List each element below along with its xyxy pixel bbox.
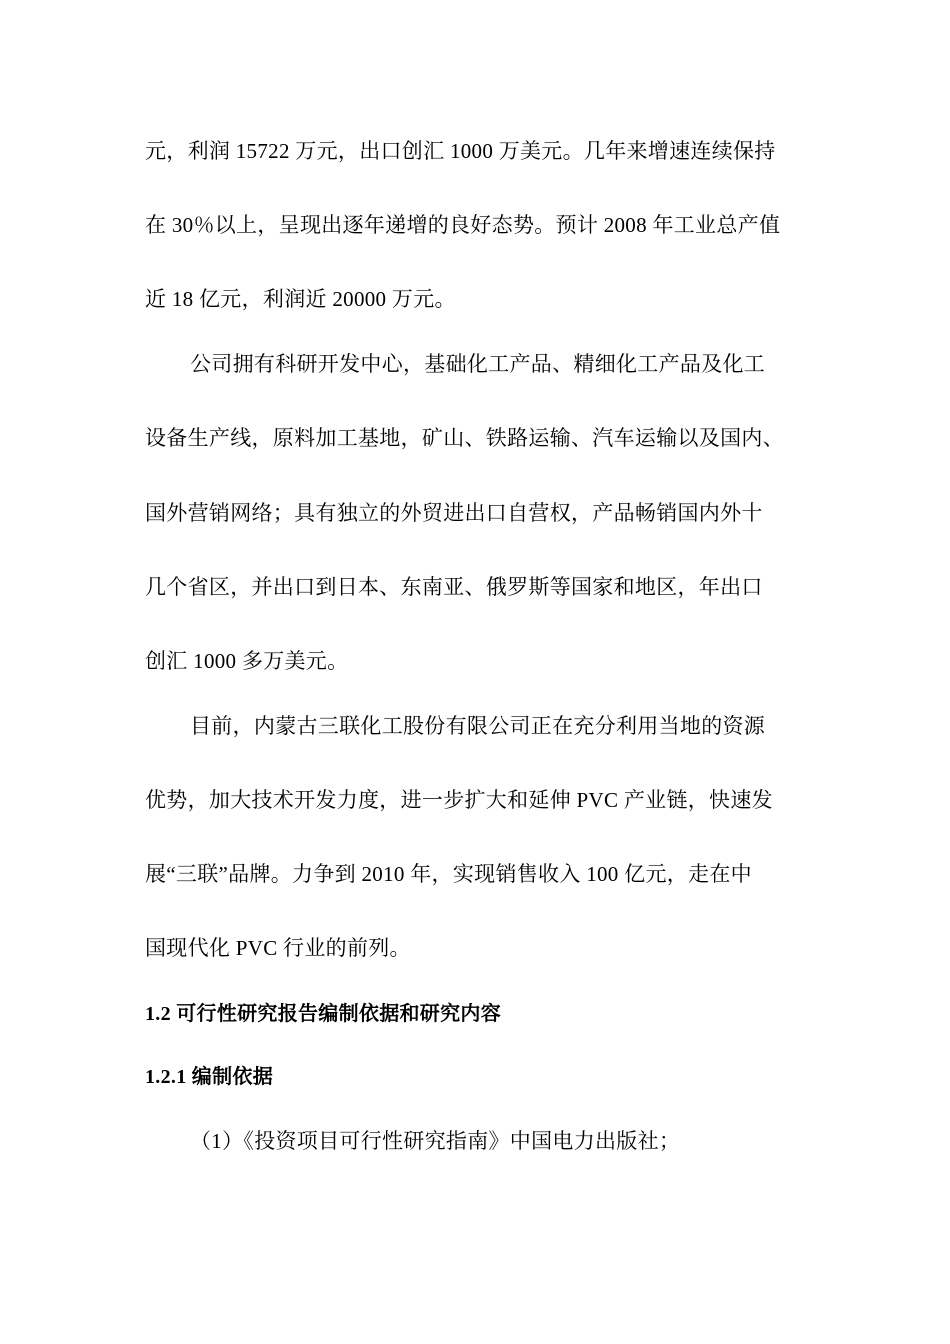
paragraph-line: 近 18 亿元，利润近 20000 万元。 xyxy=(145,287,456,311)
paragraph-line: 展“三联”品牌。力争到 2010 年，实现销售收入 100 亿元，走在中 xyxy=(145,862,752,886)
paragraph-line: 元，利润 15722 万元，出口创汇 1000 万美元。几年来增速连续保持 xyxy=(145,139,776,163)
paragraph-line: 公司拥有科研开发中心，基础化工产品、精细化工产品及化工 xyxy=(190,352,766,376)
paragraph-line: 设备生产线，原料加工基地，矿山、铁路运输、汽车运输以及国内、 xyxy=(145,426,784,450)
paragraph-line: 优势，加大技术开发力度，进一步扩大和延伸 PVC 产业链，快速发 xyxy=(145,788,773,812)
section-heading: 1.2 可行性研究报告编制依据和研究内容 xyxy=(145,1003,501,1025)
paragraph-line: 在 30％以上，呈现出逐年递增的良好态势。预计 2008 年工业总产值 xyxy=(145,213,781,237)
reference-item: （1）《投资项目可行性研究指南》中国电力出版社； xyxy=(190,1129,681,1153)
paragraph-line: 创汇 1000 多万美元。 xyxy=(145,649,349,673)
paragraph-line: 几个省区，并出口到日本、东南亚、俄罗斯等国家和地区，年出口 xyxy=(145,575,763,599)
paragraph-line: 目前，内蒙古三联化工股份有限公司正在充分利用当地的资源 xyxy=(190,714,766,738)
subsection-heading: 1.2.1 编制依据 xyxy=(145,1066,273,1088)
paragraph-line: 国现代化 PVC 行业的前列。 xyxy=(145,936,411,960)
paragraph-line: 国外营销网络；具有独立的外贸进出口自营权，产品畅销国内外十 xyxy=(145,501,763,525)
